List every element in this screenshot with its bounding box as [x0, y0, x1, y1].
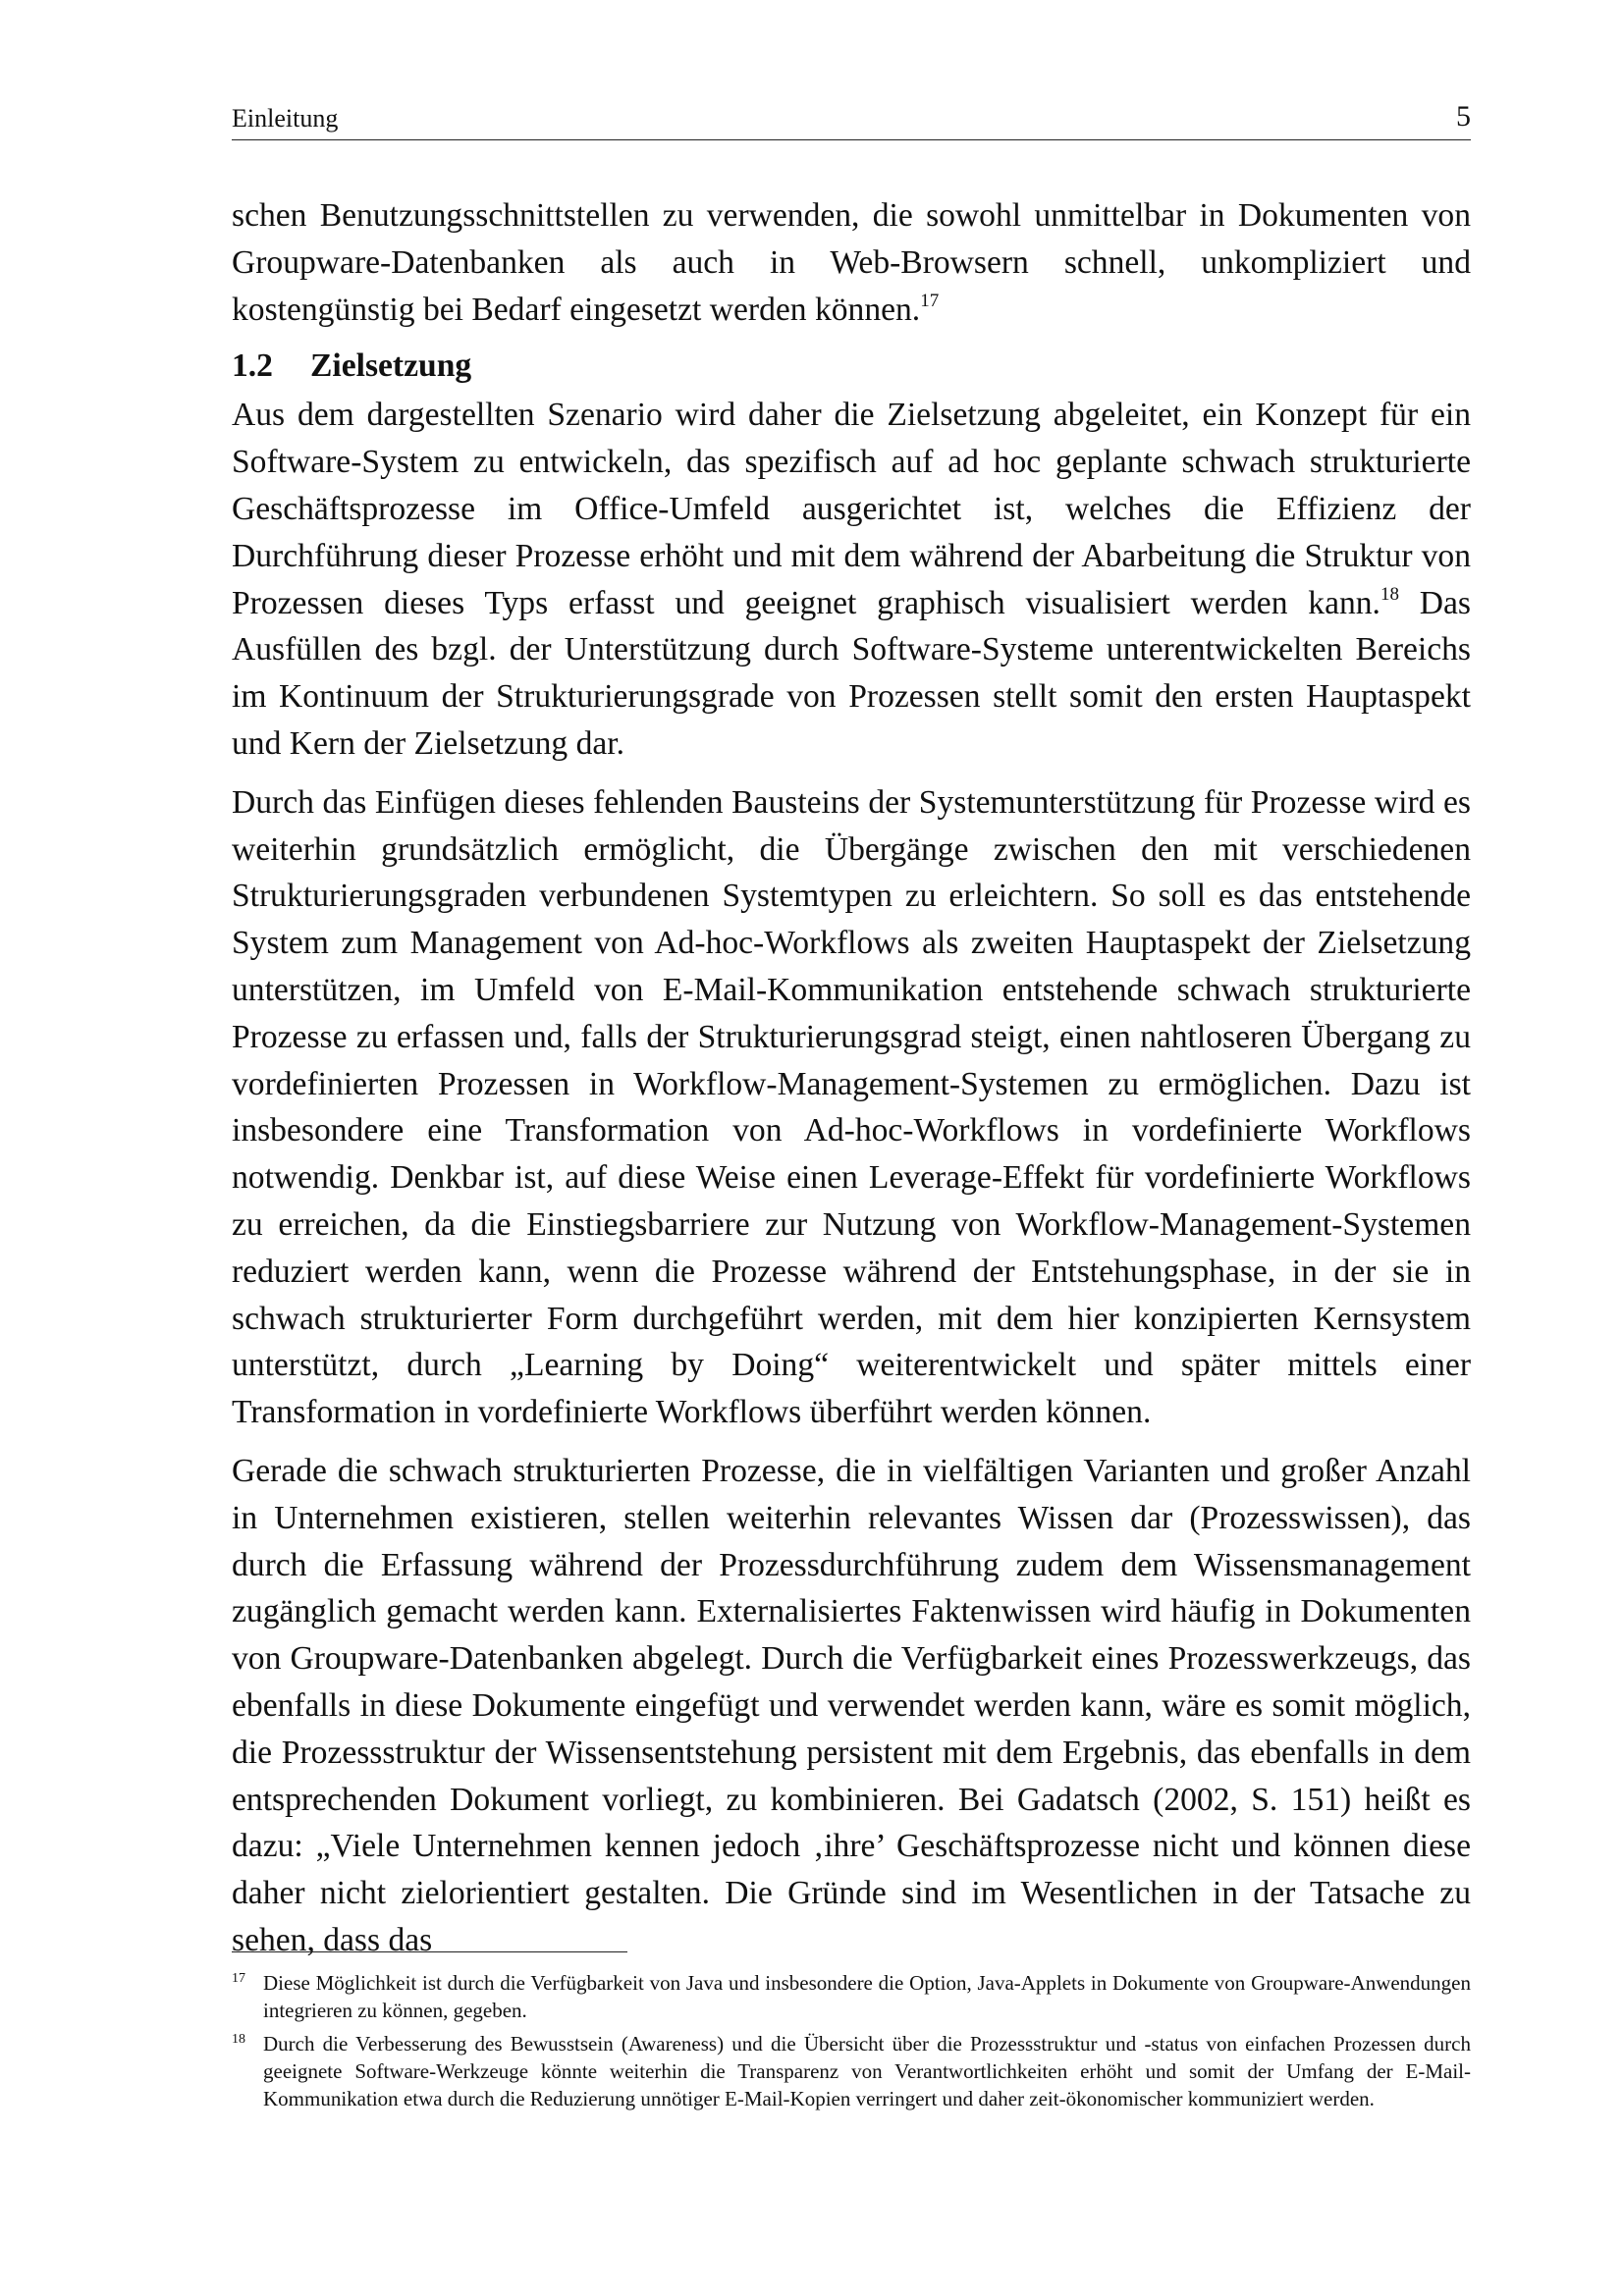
chapter-title: Einleitung	[232, 104, 339, 133]
footnote-mark: 17	[232, 1971, 245, 1986]
section-number: 1.2	[232, 347, 273, 385]
footnote-text: Durch die Verbesserung des Bewusstsein (Awareness) und die Übersicht über die Prozessstruktur und -status von einfachen Prozessen durch geeignete Software-Werkzeuge könnte weiterhin die Transparenz von Verantwortlichkeiten erhöht und somit der Umfang der E-Mail-Kommunikation etwa durch die Reduzierung unnötiger E-Mail-Kopien verringert und daher zeit-ökonomischer kommuniziert werden.	[263, 2032, 1471, 2110]
paragraph-1-text-a: Aus dem dargestellten Szenario wird daher die Zielsetzung abgeleitet, ein Konzept für ein Software-System zu entwickeln, das spezifisch auf ad hoc geplante schwach strukturierte Geschäftsprozesse im Office-Umfeld ausgerichtet ist, welches die Effizienz der Durchführung dieser Prozesse erhöht und mit dem während der Abarbeitung die Struktur von Prozessen dieses Typs erfasst und geeignet graphisch visualisiert werden kann.	[232, 397, 1471, 621]
footnote-divider	[232, 1951, 627, 1952]
footnote-18	[232, 2030, 1471, 2112]
footnotes	[232, 1969, 1471, 2118]
section-title: Zielsetzung	[310, 347, 472, 385]
page-number: 5	[1456, 100, 1471, 133]
footnote-17	[232, 1969, 1471, 2024]
body-text	[232, 192, 1471, 1964]
section-heading	[232, 345, 1471, 388]
footnote-ref-18[interactable]: 18	[1380, 583, 1399, 605]
paragraph-1-text-b: Das Ausfüllen des bzgl. der Unterstützung durch Software-Systeme unterentwickelten Bereichs im Kontinuum der Strukturierungsgrade von Prozessen stellt somit den ersten Hauptaspekt und Kern der Zielsetzung dar.	[232, 584, 1472, 762]
paragraph-1	[232, 392, 1471, 767]
paragraph-3: Gerade die schwach strukturierten Prozesse, die in vielfältigen Varianten und großer Anzahl in Unternehmen existieren, stellen weiterhin relevantes Wissen dar (Prozesswissen), das durch die Erfassung während der Prozessdurchführung zudem dem Wissensmanagement zugänglich gemacht werden kann. Externalisiertes Faktenwissen wird häufig in Dokumenten von Groupware-Datenbanken abgelegt. Durch die Verfügbarkeit eines Prozesswerkzeugs, das ebenfalls in diese Dokumente eingefügt und verwendet werden kann, wäre es somit möglich, die Prozessstruktur der Wissensentstehung persistent mit dem Ergebnis, das ebenfalls in dem entsprechenden Dokument vorliegt, zu kombinieren. Bei Gadatsch (2002, S. 151) heißt es dazu: „Viele Unternehmen kennen jedoch ‚ihre’ Geschäftsprozesse nicht und können diese daher nicht zielorientiert gestalten. Die Gründe sind im Wesentlichen in der Tatsache zu sehen, dass das	[232, 1452, 1471, 1958]
footnote-ref-17[interactable]: 17	[920, 290, 940, 311]
paragraph-2: Durch das Einfügen dieses fehlenden Bausteins der Systemunterstützung für Prozesse wird es weiterhin grundsätzlich ermöglicht, die Übergänge zwischen den mit verschiedenen Strukturierungsgraden verbundenen Systemtypen zu erleichtern. So soll es das entstehende System zum Management von Ad-hoc-Workflows als zweiten Hauptaspekt der Zielsetzung unterstützen, im Umfeld von E-Mail-Kommunikation entstehende schwach strukturierte Prozesse zu erfassen und, falls der Strukturierungsgrad steigt, einen nahtloseren Übergang zu vordefinierten Prozessen in Workflow-Management-Systemen zu ermöglichen. Dazu ist insbesondere eine Transformation von Ad-hoc-Workflows in vordefinierte Workflows notwendig. Denkbar ist, auf diese Weise einen Leverage-Effekt für vordefinierte Workflows zu erreichen, da die Einstiegsbarriere zur Nutzung von Workflow-Management-Systemen reduziert werden kann, wenn die Prozesse während der Entstehungsphase, in der sie in schwach strukturierter Form durchgeführt werden, mit dem hier konzipierten Kernsystem unterstützt, durch „Learning by Doing“ weiterentwickelt und später mittels einer Transformation in vordefinierte Workflows überführt werden können.	[232, 783, 1471, 1431]
footnote-mark: 18	[232, 2032, 245, 2047]
running-header	[232, 100, 1471, 140]
footnote-text: Diese Möglichkeit ist durch die Verfügbarkeit von Java und insbesondere die Option, Java-Applets in Dokumente von Groupware-Anwendungen integrieren zu können, gegeben.	[263, 1971, 1471, 2022]
paragraph-intro	[232, 192, 1471, 333]
paragraph-intro-text: schen Benutzungsschnittstellen zu verwenden, die sowohl unmittelbar in Dokumenten von Groupware-Datenbanken als auch in Web-Browsern schnell, unkompliziert und kostengünstig bei Bedarf eingesetzt werden können.	[232, 197, 1471, 328]
